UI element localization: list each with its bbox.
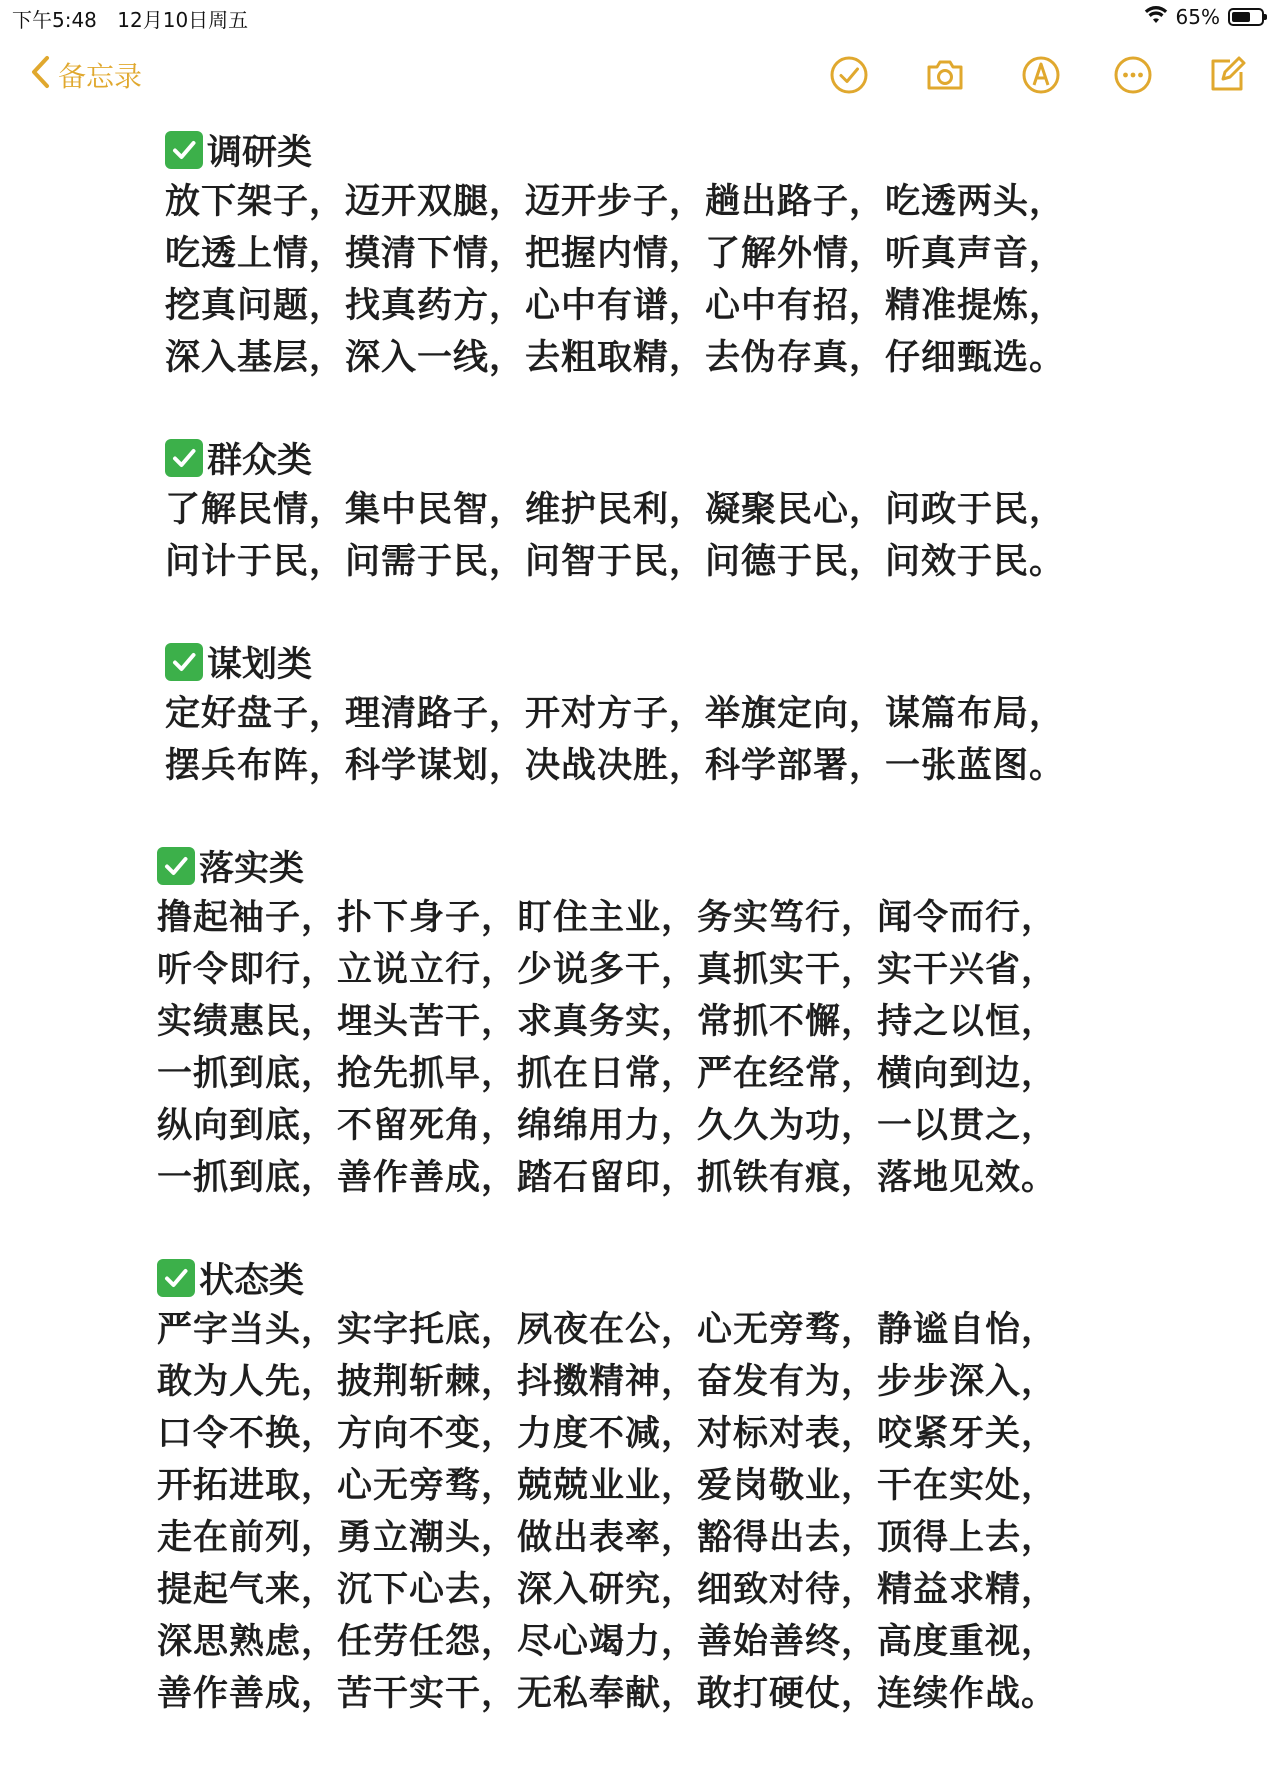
check-mark-emoji-icon — [165, 131, 203, 169]
status-bar — [0, 0, 1280, 34]
back-button-label: 备忘录 — [58, 60, 143, 93]
section-heading — [165, 124, 1280, 176]
note-line: 纵向到底，不留死角，绵绵用力，久久为功，一以贯之， — [157, 1106, 1058, 1146]
compose-icon — [1206, 54, 1248, 96]
checklist-button[interactable] — [826, 52, 872, 98]
note-line: 了解民情，集中民智，维护民利，凝聚民心，问政于民， — [165, 490, 1066, 530]
nav-bar — [0, 40, 1280, 112]
compose-button[interactable] — [1204, 52, 1250, 98]
note-section — [0, 636, 1280, 792]
note-line: 走在前列，勇立潮头，做出表率，豁得出去，顶得上去， — [157, 1518, 1058, 1558]
note-line: 严字当头，实字托底，夙夜在公，心无旁骛，静谧自怡， — [157, 1310, 1058, 1350]
camera-icon — [924, 54, 966, 96]
section-title: 调研类 — [207, 133, 313, 173]
section-heading — [157, 1252, 1280, 1304]
note-line: 口令不换，方向不变，力度不减，对标对表，咬紧牙关， — [157, 1414, 1058, 1454]
battery-icon — [1228, 8, 1264, 26]
section-heading — [165, 636, 1280, 688]
note-line: 敢为人先，披荆斩棘，抖擞精神，奋发有为，步步深入， — [157, 1362, 1058, 1402]
more-button[interactable] — [1110, 52, 1156, 98]
chevron-left-icon — [30, 55, 52, 96]
note-line: 听令即行，立说立行，少说多干，真抓实干，实干兴省， — [157, 950, 1058, 990]
note-line: 提起气来，沉下心去，深入研究，细致对待，精益求精， — [157, 1570, 1058, 1610]
status-date: 12月10日周五 — [117, 8, 249, 32]
note-line: 一抓到底，抢先抓早，抓在日常，严在经常，横向到边， — [157, 1054, 1058, 1094]
section-title: 状态类 — [199, 1261, 305, 1301]
markup-button[interactable] — [1018, 52, 1064, 98]
checklist-icon — [828, 54, 870, 96]
battery-percent: 65% — [1175, 5, 1220, 29]
check-mark-emoji-icon — [165, 439, 203, 477]
section-heading — [157, 840, 1280, 892]
back-button[interactable] — [30, 52, 142, 98]
status-left — [12, 4, 262, 33]
note-line: 深思熟虑，任劳任怨，尽心竭力，善始善终，高度重视， — [157, 1622, 1058, 1662]
status-time: 下午5:48 — [12, 8, 97, 32]
note-line: 开拓进取，心无旁骛，兢兢业业，爱岗敬业，干在实处， — [157, 1466, 1058, 1506]
note-section — [0, 124, 1280, 384]
section-title: 谋划类 — [207, 645, 313, 685]
note-line: 摆兵布阵，科学谋划，决战决胜，科学部署，一张蓝图。 — [165, 746, 1066, 786]
status-right — [1144, 4, 1264, 30]
note-line: 实绩惠民，埋头苦干，求真务实，常抓不懈，持之以恒， — [157, 1002, 1058, 1042]
camera-button[interactable] — [922, 52, 968, 98]
battery-fill — [1232, 12, 1250, 22]
note-line: 挖真问题，找真药方，心中有谱，心中有招，精准提炼， — [165, 286, 1066, 326]
note-line: 善作善成，苦干实干，无私奉献，敢打硬仗，连续作战。 — [157, 1674, 1058, 1714]
more-icon — [1112, 54, 1154, 96]
note-body[interactable] — [0, 124, 1280, 1768]
note-line: 问计于民，问需于民，问智于民，问德于民，问效于民。 — [165, 542, 1066, 582]
note-line: 吃透上情，摸清下情，把握内情，了解外情，听真声音， — [165, 234, 1066, 274]
check-mark-emoji-icon — [165, 643, 203, 681]
section-title: 落实类 — [199, 849, 305, 889]
note-line: 定好盘子，理清路子，开对方子，举旗定向，谋篇布局， — [165, 694, 1066, 734]
note-line: 深入基层，深入一线，去粗取精，去伪存真，仔细甄选。 — [165, 338, 1066, 378]
wifi-icon — [1144, 5, 1168, 30]
note-line: 放下架子，迈开双腿，迈开步子，趟出路子，吃透两头， — [165, 182, 1066, 222]
check-mark-emoji-icon — [157, 1259, 195, 1297]
note-section — [0, 1252, 1280, 1720]
note-line: 一抓到底，善作善成，踏石留印，抓铁有痕，落地见效。 — [157, 1158, 1058, 1198]
note-line: 撸起袖子，扑下身子，盯住主业，务实笃行，闻令而行， — [157, 898, 1058, 938]
check-mark-emoji-icon — [157, 847, 195, 885]
section-heading — [165, 432, 1280, 484]
note-section — [0, 432, 1280, 588]
markup-icon — [1020, 54, 1062, 96]
section-title: 群众类 — [207, 441, 313, 481]
note-section — [0, 840, 1280, 1204]
